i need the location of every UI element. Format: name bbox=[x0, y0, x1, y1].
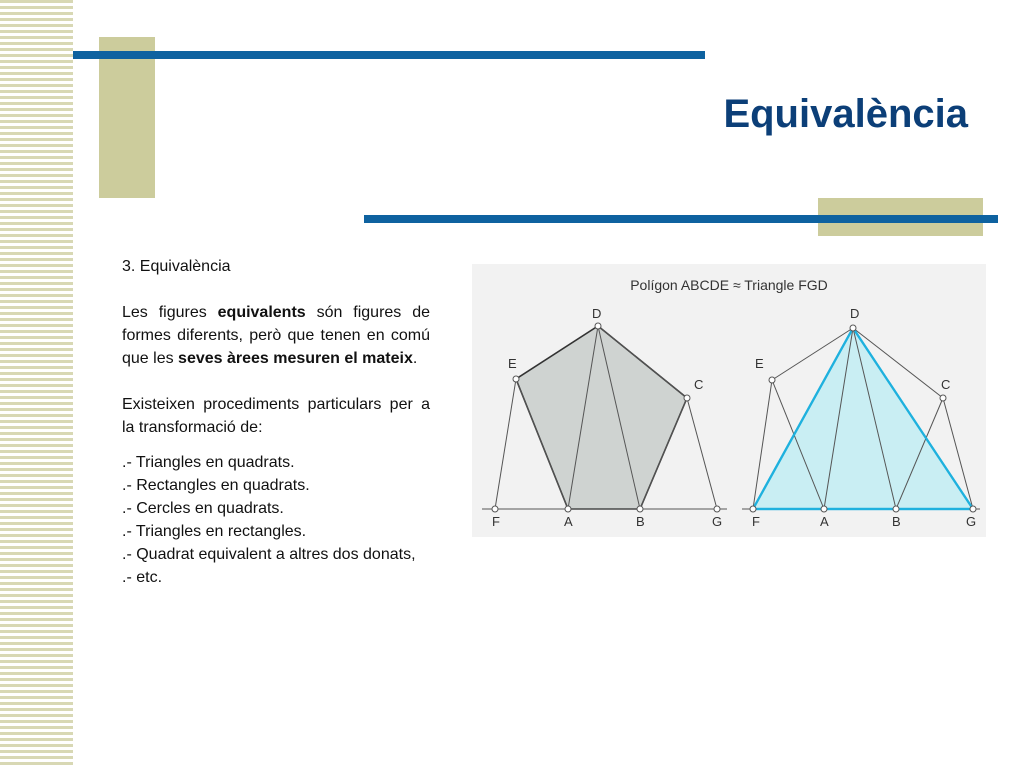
vertex-a bbox=[821, 506, 827, 512]
label-d: D bbox=[850, 306, 860, 321]
intro-part-1: Les figures bbox=[122, 304, 218, 321]
label-e: E bbox=[508, 356, 517, 371]
triangle-fgd bbox=[753, 328, 973, 509]
vertex-e bbox=[769, 377, 775, 383]
vertex-g bbox=[970, 506, 976, 512]
blue-rule-top bbox=[73, 51, 705, 59]
list-item: .- Rectangles en quadrats. bbox=[122, 477, 310, 494]
vertex-f bbox=[492, 506, 498, 512]
intro-part-3: . bbox=[412, 350, 418, 367]
label-f: F bbox=[492, 514, 500, 529]
slide-title: Equivalència bbox=[723, 92, 968, 136]
segment-gc bbox=[687, 398, 717, 509]
intro-bold-1: equivalents bbox=[217, 304, 306, 321]
intro-paragraph bbox=[122, 301, 430, 370]
label-c: C bbox=[694, 377, 704, 392]
intro-bold-2: seves àrees mesuren el mateix bbox=[178, 350, 413, 367]
procedures-paragraph: Existeixen procediments particulars per a la transformació de: bbox=[122, 396, 430, 436]
list-item: .- Triangles en quadrats. bbox=[122, 454, 295, 471]
list-item: .- Cercles en quadrats. bbox=[122, 500, 284, 517]
left-stripe-decoration bbox=[0, 0, 73, 768]
list-item: .- Triangles en rectangles. bbox=[122, 523, 307, 540]
vertex-g bbox=[714, 506, 720, 512]
label-e: E bbox=[755, 356, 764, 371]
segment-fe bbox=[495, 379, 516, 509]
label-g: G bbox=[712, 514, 723, 529]
label-a: A bbox=[820, 514, 829, 529]
body-text bbox=[122, 255, 430, 589]
vertex-b bbox=[637, 506, 643, 512]
vertex-d bbox=[595, 323, 601, 329]
intro-part-2: són figures de formes diferents, però que tenen en comú que les bbox=[122, 304, 431, 367]
vertex-f bbox=[750, 506, 756, 512]
equivalence-figure bbox=[472, 264, 986, 537]
figure-svg bbox=[472, 264, 986, 537]
vertex-c bbox=[684, 395, 690, 401]
figure-caption: Polígon ABCDE ≈ Triangle FGD bbox=[630, 277, 828, 293]
tan-accent-block bbox=[99, 37, 155, 198]
vertex-b bbox=[893, 506, 899, 512]
label-b: B bbox=[892, 514, 901, 529]
section-heading: 3. Equivalència bbox=[122, 258, 231, 275]
vertex-a bbox=[565, 506, 571, 512]
label-d: D bbox=[592, 306, 602, 321]
vertex-e bbox=[513, 376, 519, 382]
pentagon-abcde bbox=[516, 326, 687, 509]
vertex-d bbox=[850, 325, 856, 331]
blue-rule-middle bbox=[364, 215, 998, 223]
vertex-c bbox=[940, 395, 946, 401]
label-b: B bbox=[636, 514, 645, 529]
label-g: G bbox=[966, 514, 977, 529]
label-f: F bbox=[752, 514, 760, 529]
list-item: .- etc. bbox=[122, 569, 163, 586]
label-c: C bbox=[941, 377, 951, 392]
list-item: .- Quadrat equivalent a altres dos donats, bbox=[122, 546, 416, 563]
label-a: A bbox=[564, 514, 573, 529]
